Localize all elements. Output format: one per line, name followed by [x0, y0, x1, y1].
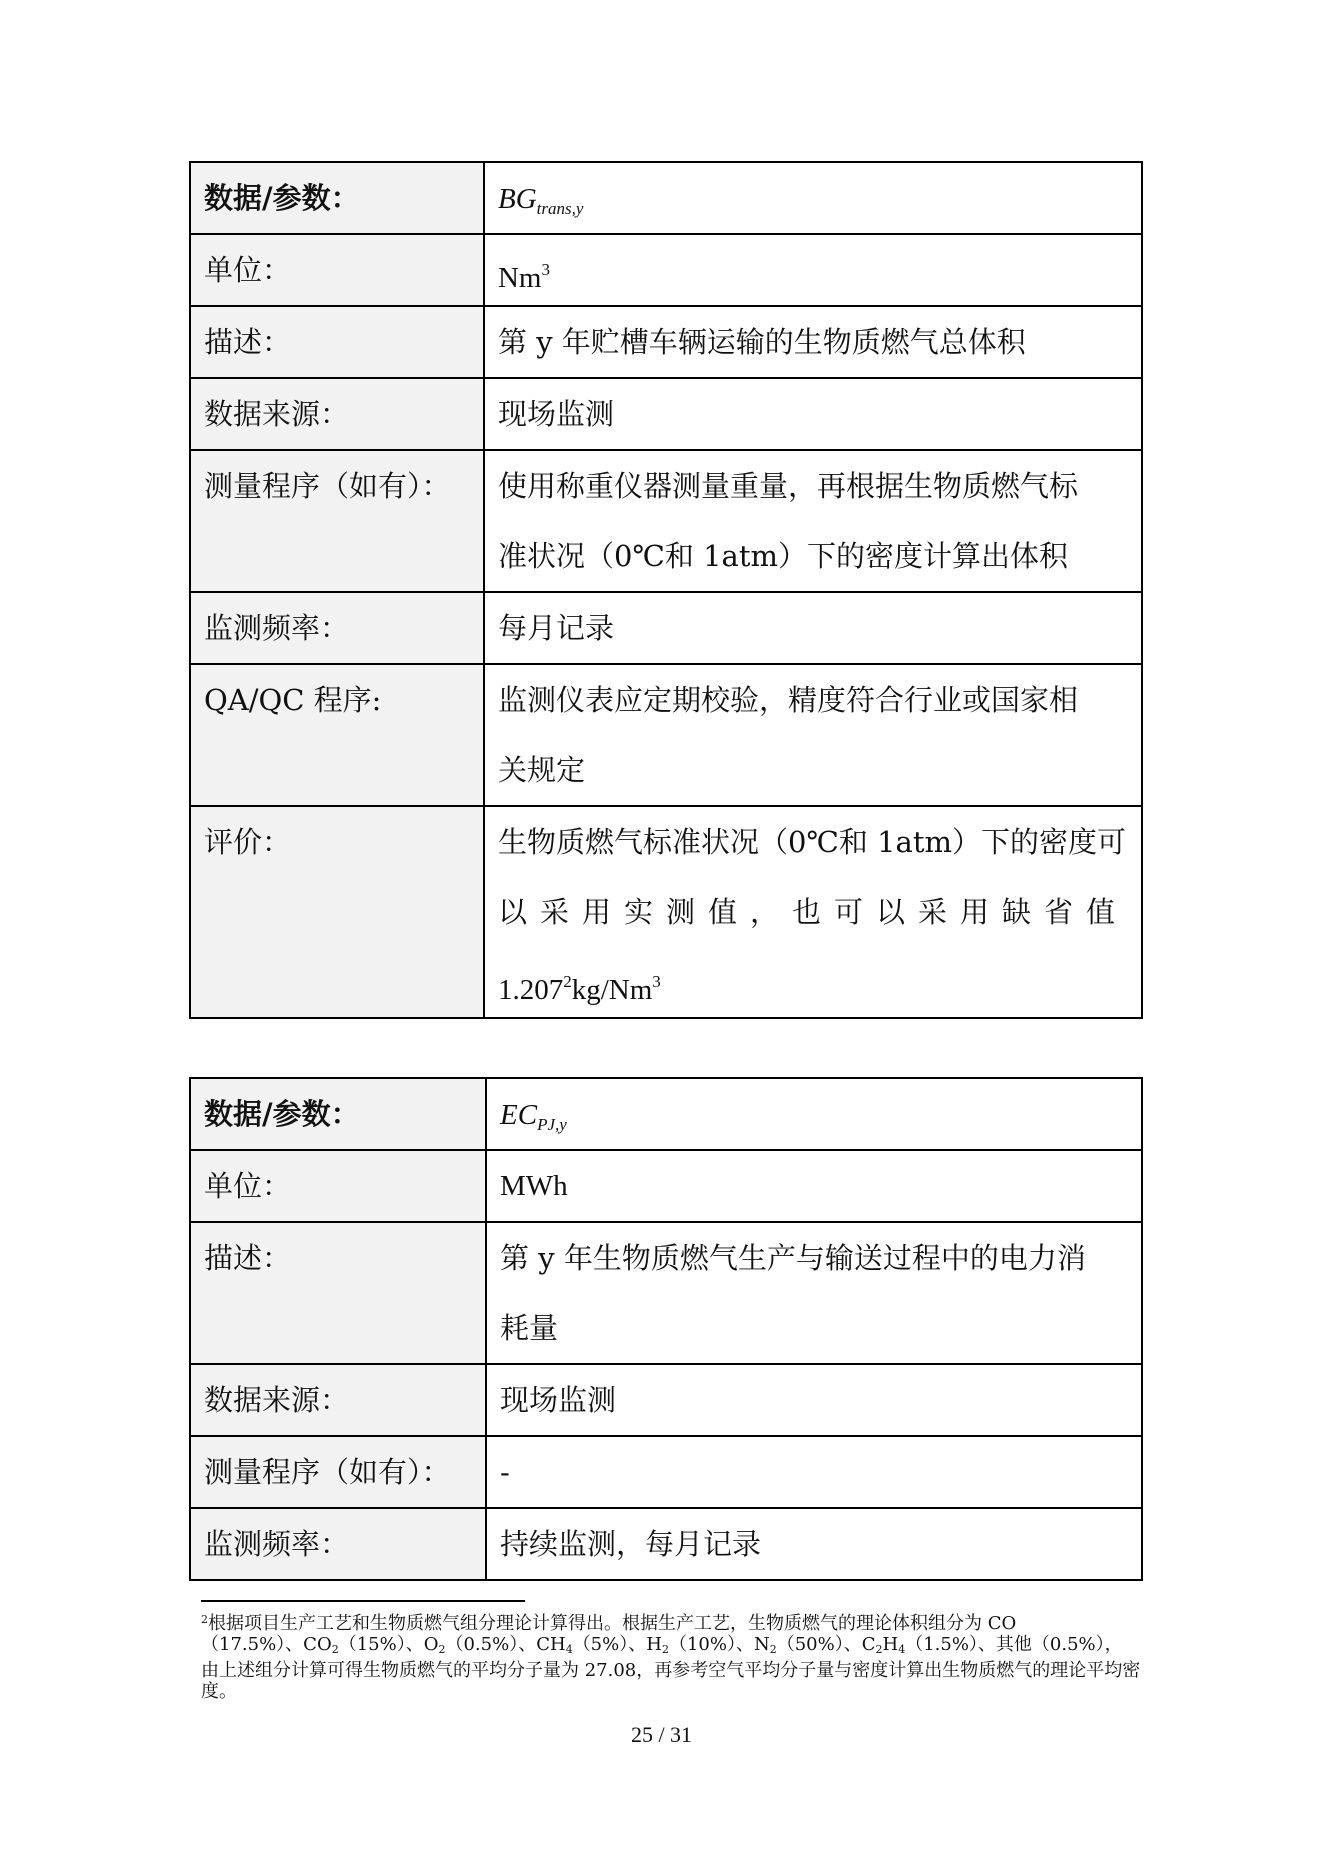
- parameter-table-ec-pj: [189, 1077, 1143, 1581]
- unit-superscript: 3: [541, 260, 550, 279]
- page-number: 25 / 31: [630, 1722, 693, 1747]
- row-label: 测量程序（如有）：: [190, 1436, 486, 1508]
- row-value: -: [486, 1436, 1142, 1508]
- row-label: 监测频率：: [190, 1508, 486, 1580]
- table-row: [190, 1150, 1142, 1222]
- row-label: 描述：: [190, 306, 484, 378]
- row-label: 单位：: [190, 234, 484, 306]
- default-value: 1.207: [497, 974, 564, 1006]
- row-value: 第 y 年生物质燃气生产与输送过程中的电力消 耗量: [486, 1222, 1142, 1364]
- footnote: $^2$根据项目生产工艺和生物质燃气组分理论计算得出。根据生产工艺，生物质燃气的理论体积组分为 CO （17.5%）、CO2（15%）、O2（0.5%）、CH4（5%）、H2（10%）、N2（50%）、C2H4（1.5%）、其他（0.5%）， 由上述组分计算可得生物质燃气的平均分子量为 27.08，再参考空气平均分子量与密度计算出生物质燃气的理论平均密度。: [201, 1613, 1141, 1702]
- row-value: 监测仪表应定期校验，精度符合行业或国家相 关规定: [484, 664, 1142, 806]
- unit-value: Nm: [497, 262, 542, 294]
- row-label: 评价：: [190, 806, 484, 1018]
- row-label: 单位：: [190, 1150, 486, 1222]
- row-label: 测量程序（如有）：: [190, 450, 484, 592]
- default-unit: kg/Nm: [571, 974, 653, 1006]
- table-row: [190, 450, 1142, 592]
- row-label: 数据/参数：: [190, 162, 484, 234]
- row-value: 使用称重仪器测量重量，再根据生物质燃气标 准状况（0℃和 1atm）下的密度计算出体积: [484, 450, 1142, 592]
- param-symbol: EC: [500, 1099, 538, 1131]
- table-row: [190, 306, 1142, 378]
- param-symbol: BG: [497, 183, 537, 215]
- row-value: [486, 1078, 1142, 1150]
- row-label: QA/QC 程序:: [190, 664, 484, 806]
- row-value: MWh: [486, 1150, 1142, 1222]
- row-value: 生物质燃气标准状况（0℃和 1atm）下的密度可 以采用实测值，也可以采用缺省值 1.207$^2$kg/Nm$^3$: [484, 806, 1142, 1018]
- row-value: [484, 162, 1142, 234]
- row-label: 描述：: [190, 1222, 486, 1364]
- table-row: [190, 1508, 1142, 1580]
- footnote-divider: [201, 1600, 525, 1602]
- table-row: [190, 234, 1142, 306]
- table-row: [190, 162, 1142, 234]
- table-row: [190, 378, 1142, 450]
- row-value: 现场监测: [484, 378, 1142, 450]
- param-subscript: trans,y: [536, 199, 584, 218]
- parameter-table-bg-trans: [189, 161, 1143, 1019]
- table-row: [190, 1436, 1142, 1508]
- row-label: 数据来源：: [190, 1364, 486, 1436]
- row-value: 第 y 年贮槽车辆运输的生物质燃气总体积: [484, 306, 1142, 378]
- footnote-mark: 2: [201, 1613, 208, 1626]
- row-value: 现场监测: [486, 1364, 1142, 1436]
- table-row: [190, 1364, 1142, 1436]
- table-row: [190, 592, 1142, 664]
- unit-superscript: 3: [652, 972, 661, 991]
- row-value: [484, 234, 1142, 306]
- table-row: [190, 1222, 1142, 1364]
- row-value: 每月记录: [484, 592, 1142, 664]
- table-row: [190, 806, 1142, 1018]
- row-label: 数据来源：: [190, 378, 484, 450]
- footnote-ref[interactable]: 2: [563, 972, 572, 991]
- table-row: [190, 1078, 1142, 1150]
- row-label: 监测频率：: [190, 592, 484, 664]
- row-label: 数据/参数：: [190, 1078, 486, 1150]
- row-value: 持续监测，每月记录: [486, 1508, 1142, 1580]
- table-row: [190, 664, 1142, 806]
- param-subscript: PJ,y: [537, 1115, 567, 1134]
